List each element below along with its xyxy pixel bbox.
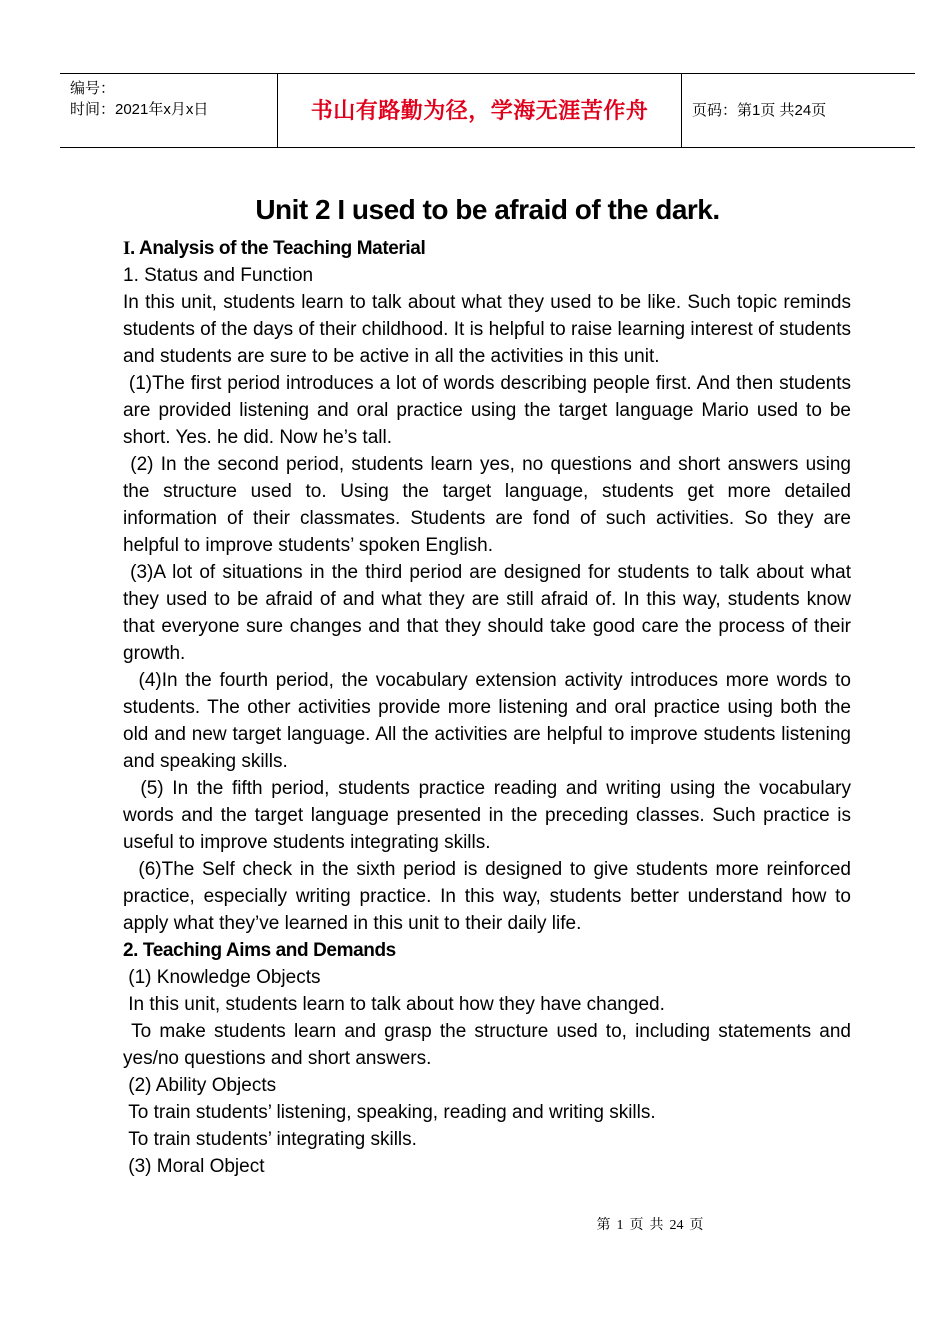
ability-heading: (2) Ability Objects: [123, 1075, 277, 1096]
moral-heading: (3) Moral Object: [123, 1156, 265, 1177]
roman-numeral: I: [123, 238, 130, 259]
page-footer: [0, 1216, 950, 1236]
serial-label: 编号：: [70, 80, 116, 97]
knowledge-heading: (1) Knowledge Objects: [123, 967, 321, 988]
paragraph-period-5: (5) In the fifth period, students practice reading and writing using the vocabulary words and the target language presented in the preceding classes. Such practice is useful to improve students integrating skills.: [123, 778, 857, 853]
header-top-rule: [60, 73, 915, 74]
header-left-cell: [70, 78, 208, 120]
document-title: Unit 2 I used to be afraid of the dark.: [255, 194, 720, 225]
section-heading-1: [123, 235, 851, 262]
footer-gong: 共: [649, 1218, 664, 1233]
time-label: 时间：2021年x月x日: [70, 101, 209, 118]
knowledge-item-2: To make students learn and grasp the structure used to, including statements and yes/no questions and short answers.: [123, 1021, 857, 1069]
paragraph-period-3: (3)A lot of situations in the third period are designed for students to talk about what they used to be afraid of and what they are still afraid of. In this way, students know that everyone sure changes and that they should take good care the process of their growth.: [123, 562, 857, 664]
ability-item-1: To train students’ listening, speaking, reading and writing skills.: [123, 1102, 656, 1123]
ability-item-2: To train students’ integrating skills.: [123, 1129, 417, 1150]
section-heading-text: . Analysis of the Teaching Material: [130, 238, 426, 259]
footer-page-number: 1: [616, 1218, 624, 1233]
footer-total-pages: 24: [669, 1218, 684, 1233]
paragraph-intro: In this unit, students learn to talk about what they used to be like. Such topic reminds students of the days of their childhood. It is helpful to raise learning interest of students and students are sure to be active in all the activities in this unit.: [123, 292, 851, 367]
document-body: [123, 235, 857, 1180]
header-divider-right: [681, 73, 682, 147]
footer-ye: 页: [629, 1218, 644, 1233]
footer-ye-2: 页: [689, 1218, 704, 1233]
footer-di: 第: [596, 1218, 611, 1233]
subheading-status: 1. Status and Function: [123, 265, 314, 286]
paragraph-period-1: (1)The first period introduces a lot of words describing people first. And then students are provided listening and oral practice using the target language Mario used to be short. Yes. he did. Now he’s tall.: [123, 373, 857, 448]
header-page-info: 页码：第1页 共24页: [692, 102, 827, 119]
paragraph-period-6: (6)The Self check in the sixth period is designed to give students more reinforced practice, especially writing practice. In this way, students better understand how to apply what they’ve learned in this unit to their daily life.: [123, 859, 857, 934]
knowledge-item-1: In this unit, students learn to talk about how they have changed.: [123, 994, 665, 1015]
header-motto: 书山有路勤为径，学海无涯苦作舟: [310, 99, 649, 124]
header-bottom-rule: [60, 147, 915, 148]
paragraph-period-4: (4)In the fourth period, the vocabulary extension activity introduces more words to students. The other activities provide more listening and oral practice using both the old and new target language. All the activities are helpful to improve students listening and speaking skills.: [123, 670, 857, 772]
paragraph-period-2: (2) In the second period, students learn yes, no questions and short answers using the structure used to. Using the target language, students get more detailed information of their classmates. Students are fond of such activities. So they are helpful to improve students’ spoken English.: [123, 454, 857, 556]
subheading-aims: 2. Teaching Aims and Demands: [123, 940, 396, 961]
